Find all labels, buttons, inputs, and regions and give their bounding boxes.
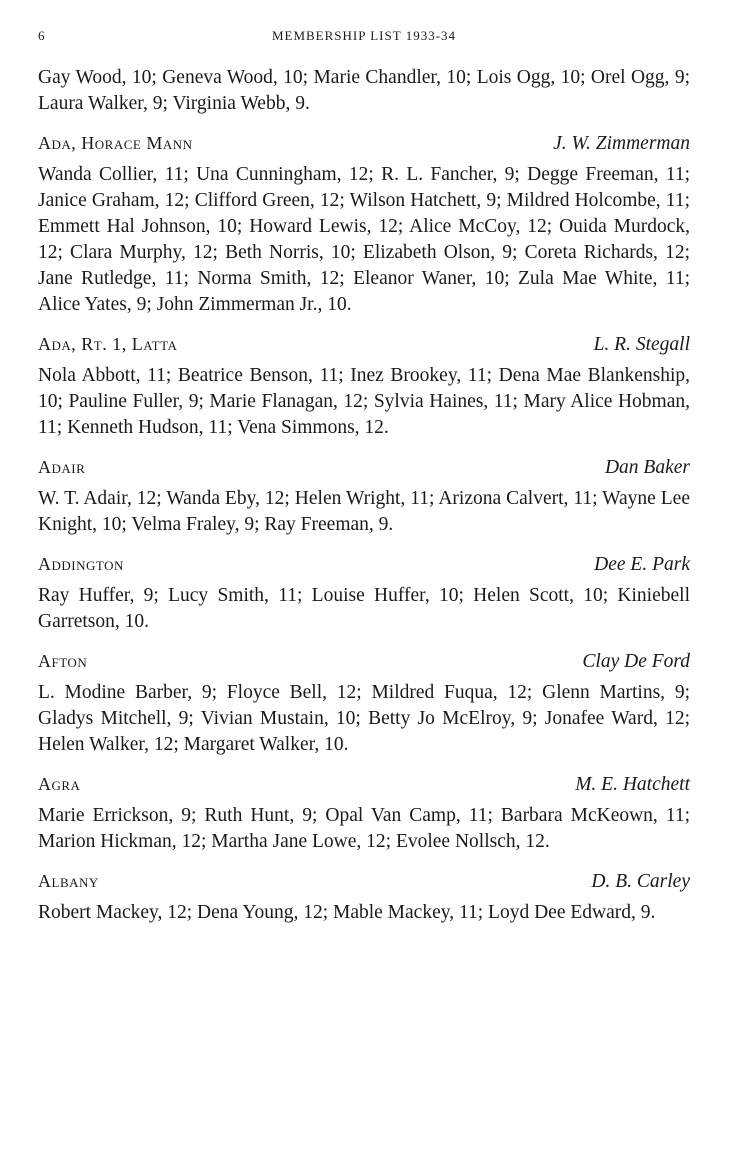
teacher-name: Dee E. Park (594, 554, 690, 575)
teacher-name: Dan Baker (604, 457, 690, 478)
entry-heading (38, 771, 690, 797)
school-entry-adair (38, 454, 690, 538)
teacher-name: J. W. Zimmerman (553, 133, 690, 154)
member-list: Robert Mackey, 12; Dena Young, 12; Mable Mackey, 11; Loyd Dee Edward, 9. (38, 902, 656, 923)
school-name: Agra (38, 774, 81, 794)
school-name: Addington (38, 554, 124, 574)
school-name: Ada, Horace Mann (38, 133, 193, 153)
member-list: Marie Errickson, 9; Ruth Hunt, 9; Opal Van Camp, 11; Barbara McKeown, 11; Marion Hickman, 12; Martha Jane Lowe, 12; Evolee Nollsch, 12. (38, 805, 690, 852)
continued-member-list: Gay Wood, 10; Geneva Wood, 10; Marie Chandler, 10; Lois Ogg, 10; Orel Ogg, 9; Laura Walker, 9; Virginia Webb, 9. (38, 67, 690, 114)
entry-heading (38, 551, 690, 577)
entry-heading (38, 454, 690, 480)
page-number: 6 (38, 28, 46, 43)
teacher-name: L. R. Stegall (593, 334, 690, 355)
school-entry-agra (38, 771, 690, 855)
entry-heading (38, 130, 690, 156)
page-title: MEMBERSHIP LIST 1933-34 (271, 28, 457, 43)
school-name: Afton (38, 651, 88, 671)
school-name: Ada, Rt. 1, Latta (38, 334, 178, 354)
entry-heading (38, 868, 690, 894)
member-list: Wanda Collier, 11; Una Cunningham, 12; R. L. Fancher, 9; Degge Freeman, 11; Janice Graham, 12; Clifford Green, 12; Wilson Hatchett, 9; Mildred Holcombe, 11; Emmett Hal Johnson, 10; Howard Lewis, 12; Alice McCoy, 12; Ouida Murdock, 12; Clara Murphy, 12; Beth Norris, 10; Elizabeth Olson, 9; Coreta Richards, 12; Jane Rutledge, 11; Norma Smith, 12; Eleanor Waner, 10; Zula Mae White, 11; Alice Yates, 9; John Zimmerman Jr., 10. (38, 164, 690, 315)
school-entry-addington (38, 551, 690, 635)
member-list: Nola Abbott, 11; Beatrice Benson, 11; Inez Brookey, 11; Dena Mae Blankenship, 10; Pauline Fuller, 9; Marie Flanagan, 12; Sylvia Haines, 11; Mary Alice Hobman, 11; Kenneth Hudson, 11; Vena Simmons, 12. (38, 365, 690, 438)
teacher-name: M. E. Hatchett (575, 774, 690, 795)
entry-heading (38, 331, 690, 357)
school-entry-ada-horace-mann (38, 130, 690, 318)
member-list: L. Modine Barber, 9; Floyce Bell, 12; Mildred Fuqua, 12; Glenn Martins, 9; Gladys Mitchell, 9; Vivian Mustain, 10; Betty Jo McElroy, 9; Jonafee Ward, 12; Helen Walker, 12; Margaret Walker, 10. (38, 682, 690, 755)
document-page (38, 24, 690, 926)
school-name: Albany (38, 871, 99, 891)
school-name: Adair (38, 457, 86, 477)
member-list: Ray Huffer, 9; Lucy Smith, 11; Louise Huffer, 10; Helen Scott, 10; Kiniebell Garretson, 10. (38, 585, 690, 632)
member-list: W. T. Adair, 12; Wanda Eby, 12; Helen Wright, 11; Arizona Calvert, 11; Wayne Lee Knight, 10; Velma Fraley, 9; Ray Freeman, 9. (38, 488, 690, 535)
running-header (38, 24, 690, 46)
teacher-name: D. B. Carley (591, 871, 690, 892)
school-entry-albany (38, 868, 690, 926)
school-entry-afton (38, 648, 690, 758)
teacher-name: Clay De Ford (582, 651, 690, 672)
entry-heading (38, 648, 690, 674)
school-entry-ada-rt-1-latta (38, 331, 690, 441)
